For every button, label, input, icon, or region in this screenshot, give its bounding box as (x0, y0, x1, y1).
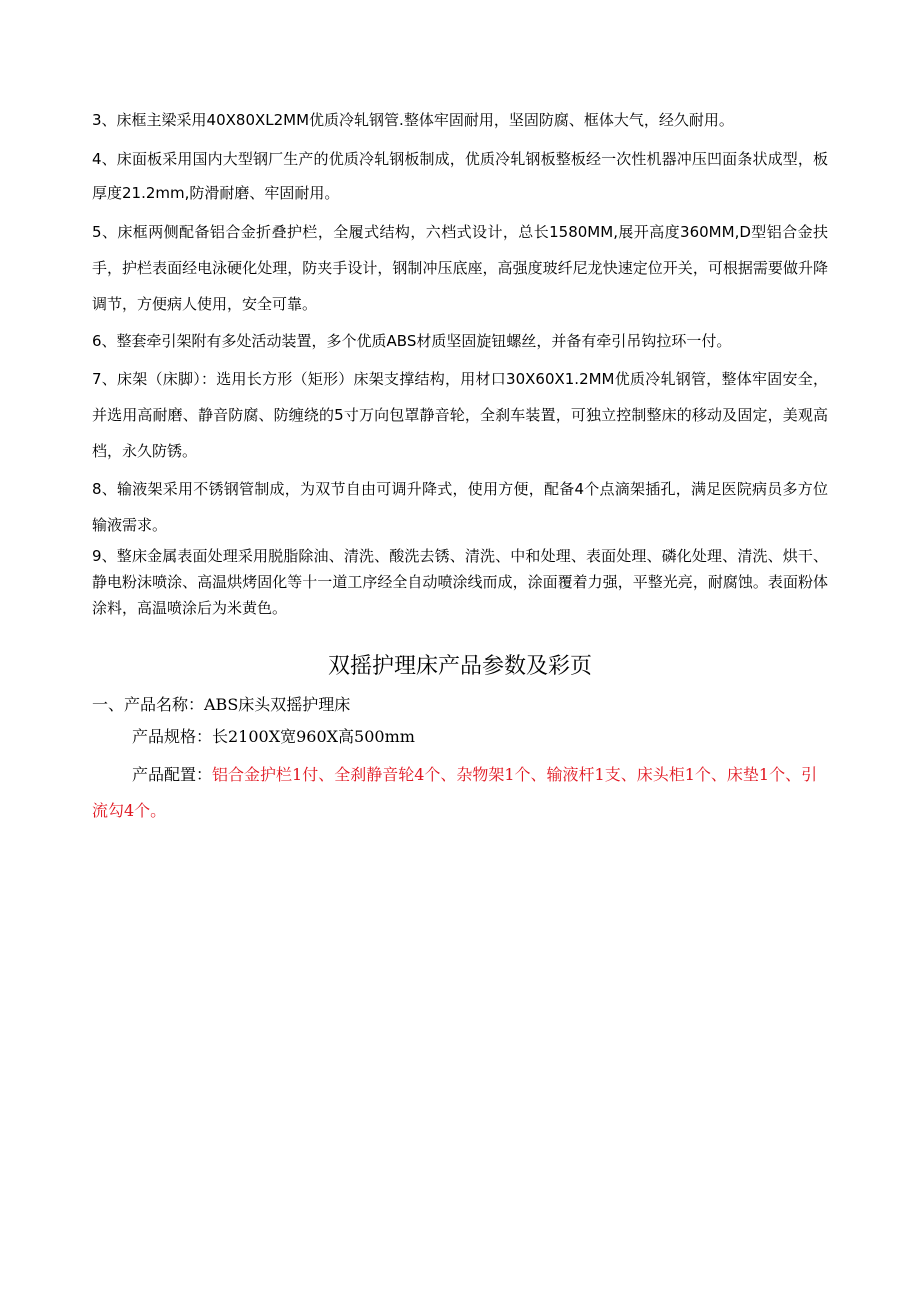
product-config-value: 铝合金护栏1付、全刹静音轮4个、杂物架1个、输液杆1支、床头柜1个、床垫1个、引流勾4个。 (92, 765, 818, 820)
spec-item-6: 6、整套牵引架附有多处活动装置，多个优质ABS材质坚固旋钮螺丝，并备有牵引吊钩拉环一付。 (92, 332, 732, 350)
spec-item-4: 4、床面板采用国内大型钢厂生产的优质冷轧钢板制成，优质冷轧钢板整板经一次性机器冲压凹面条状成型，板厚度21.2mm,防滑耐磨、牢固耐用。 (92, 150, 828, 202)
spec-item-9: 9、整床金属表面处理采用脱脂除油、清洗、酸洗去锈、清洗、中和处理、表面处理、磷化处理、清洗、烘干、静电粉沫喷涂、高温烘烤固化等十一道工序经全自动喷涂线而成，涂面覆着力强，平整光亮，耐腐蚀。表面粉体涂料，高温喷涂后为米黄色。 (92, 547, 828, 617)
spec-list (92, 106, 828, 621)
product-config (92, 757, 828, 829)
product-info (92, 689, 828, 829)
spec-item-7: 7、床架（床脚）：选用长方形（矩形）床架支撑结构，用材口30X60X1.2MM优质冷轧钢管，整体牢固安全，并选用高耐磨、静音防腐、防缠绕的5寸万向包罩静音轮，全刹车装置，可独立控制整床的移动及固定，美观高档，永久防锈。 (92, 370, 828, 460)
spec-item-3: 3、床框主梁采用40X80XL2MM优质冷轧钢管.整体牢固耐用，坚固防腐、框体大气，经久耐用。 (92, 111, 734, 129)
product-name: 一、产品名称：ABS床头双摇护理床 (92, 695, 351, 714)
product-spec: 产品规格：长2100X宽960X高500mm (132, 727, 415, 746)
section-title: 双摇护理床产品参数及彩页 (327, 654, 592, 679)
spec-item-5: 5、床框两侧配备铝合金折叠护栏，全履式结构，六档式设计，总长1580MM,展开高度360MM,D型铝合金扶手，护栏表面经电泳硬化处理，防夹手设计，钢制冲压底座，高强度玻纤尼龙快速定位开关，可根据需要做升降调节，方便病人使用，安全可靠。 (92, 223, 828, 313)
product-config-label: 产品配置： (132, 765, 213, 784)
spec-item-8: 8、输液架采用不锈钢管制成，为双节自由可调升降式，使用方便，配备4个点滴架插孔，满足医院病员多方位输液需求。 (92, 480, 828, 534)
